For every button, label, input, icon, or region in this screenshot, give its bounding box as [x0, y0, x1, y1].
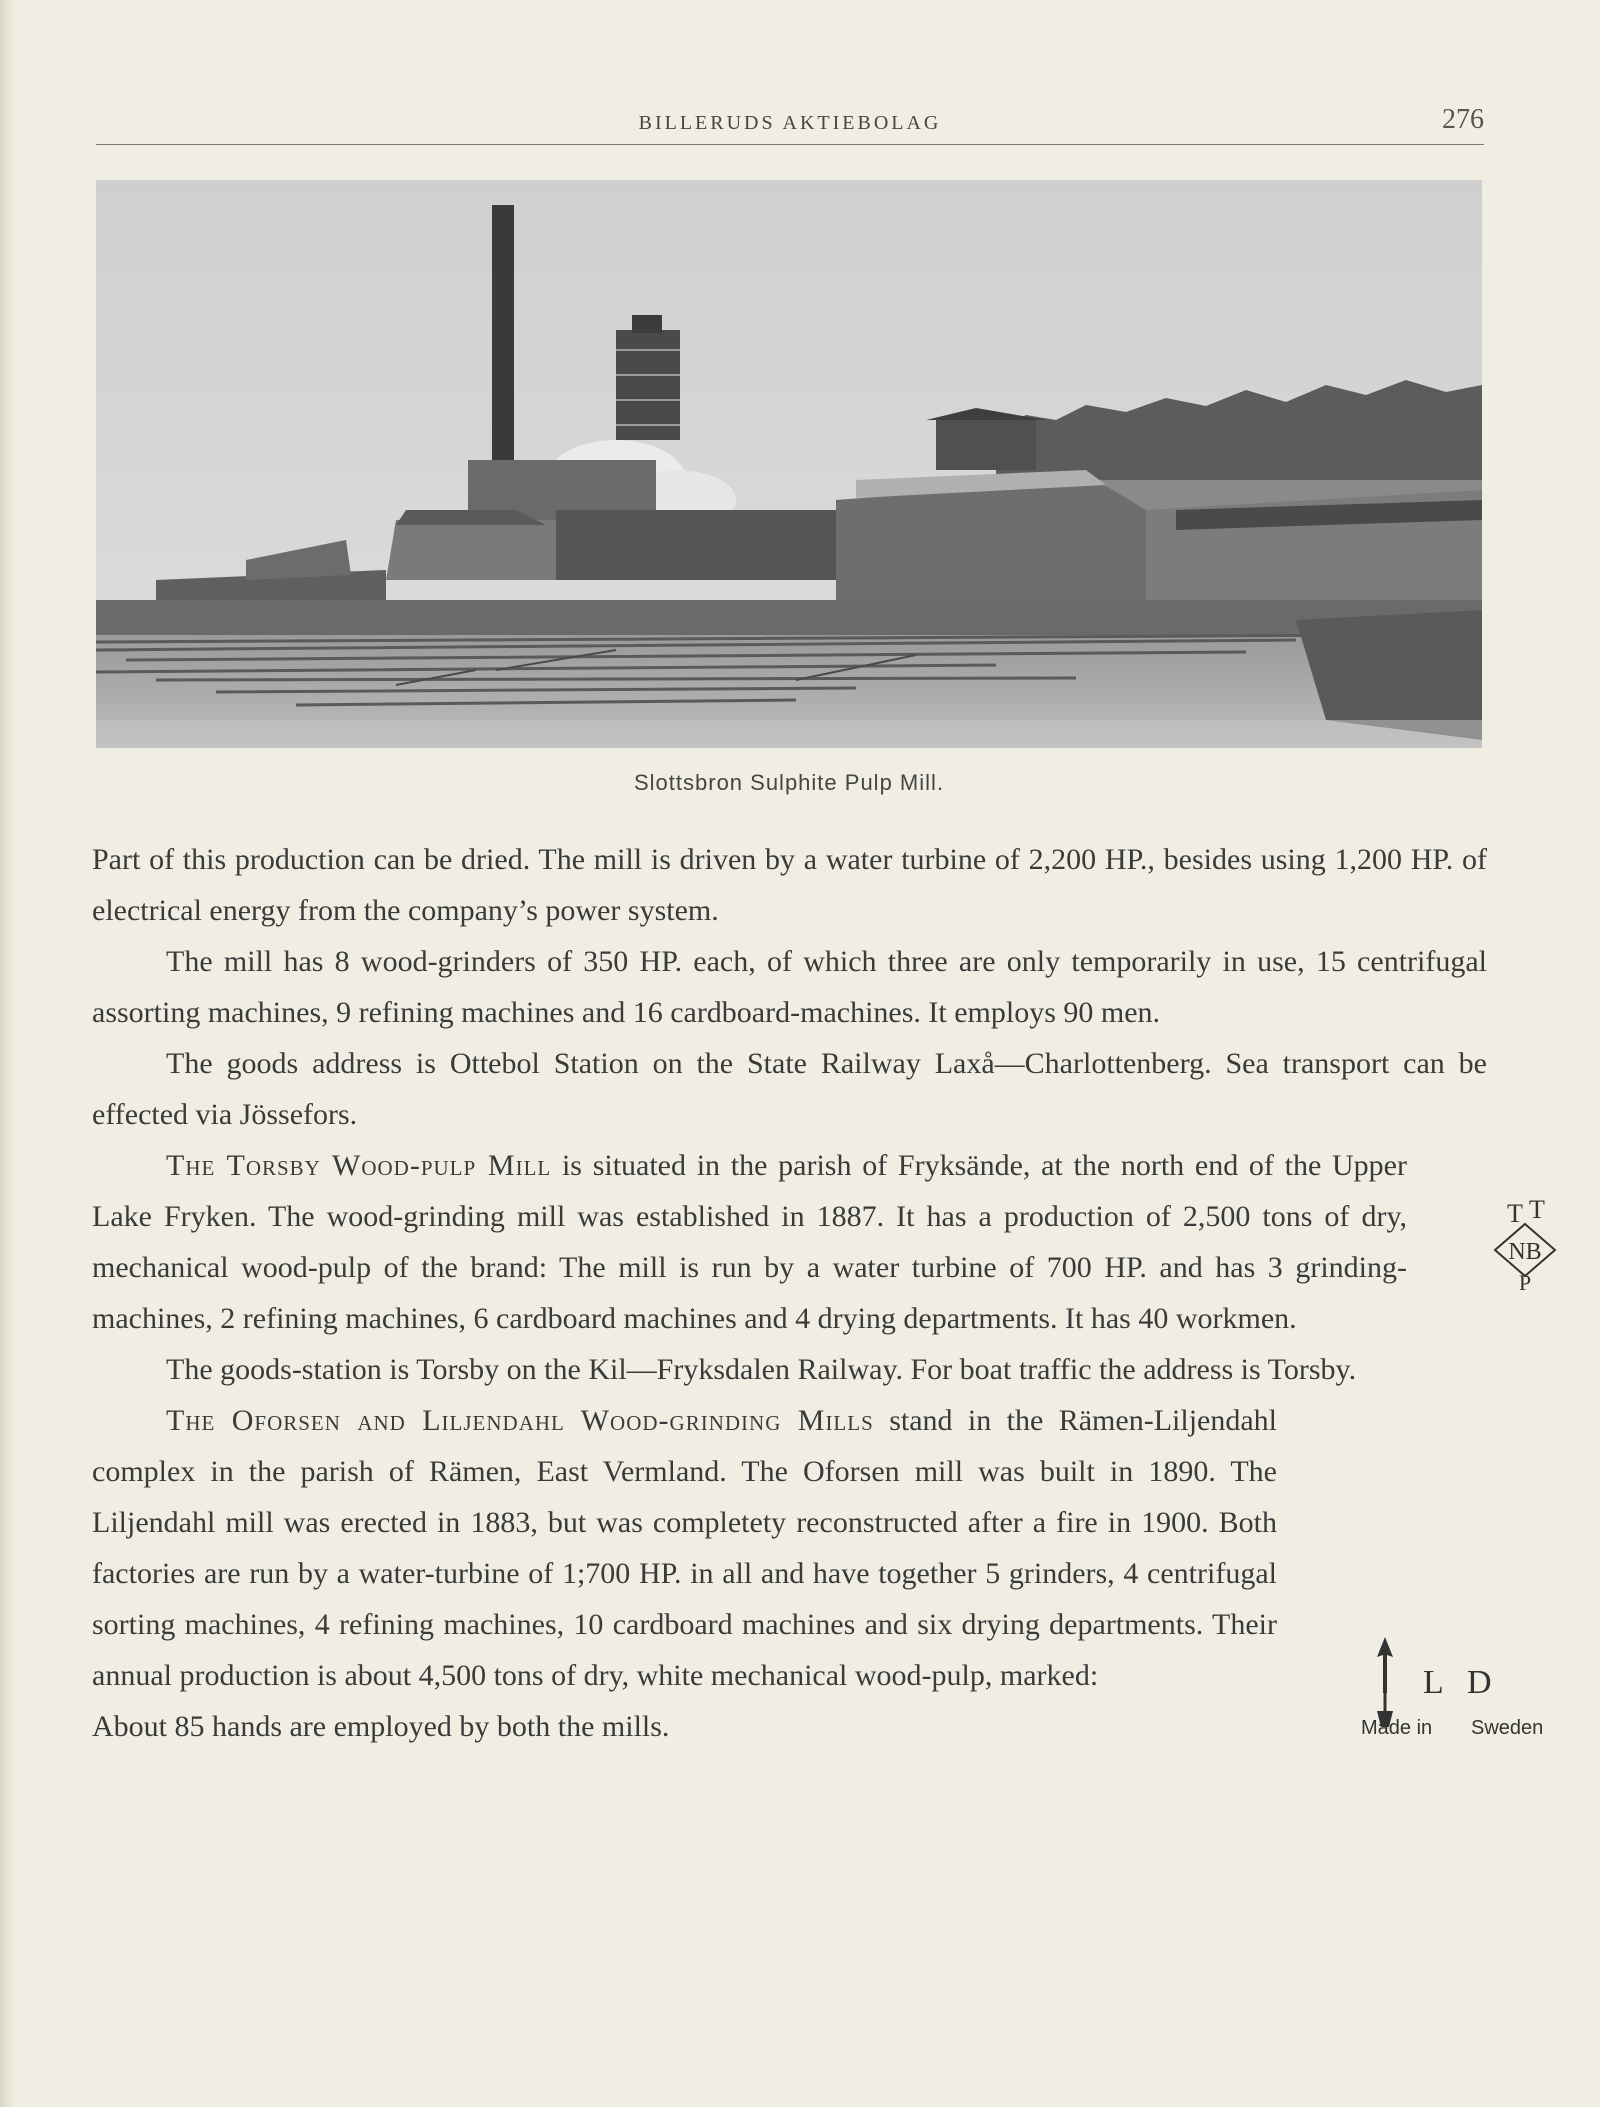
- figure-caption: Slottsbron Sulphite Pulp Mill.: [633, 770, 945, 795]
- torsby-mark-left-t: T: [1507, 1199, 1523, 1228]
- running-title: BILLERUDS AKTIEBOLAG: [638, 112, 942, 134]
- page-edge-shadow: [0, 0, 14, 2107]
- liljendahl-mark-made-in: Made in: [1361, 1717, 1433, 1739]
- liljendahl-mark-l: L: [1423, 1664, 1444, 1701]
- paragraph-torsby: [92, 1140, 1545, 1344]
- mill-photograph: [96, 180, 1482, 748]
- paragraph-7: About 85 hands are employed by both the mills.: [92, 1710, 670, 1743]
- torsby-mark-right-t: T: [1529, 1195, 1545, 1224]
- oforsen-heading: The Oforsen and Liljendahl Wood-grinding Mills: [166, 1404, 874, 1437]
- torsby-mark-center: NB: [1508, 1239, 1542, 1265]
- page-number: 276: [1442, 104, 1484, 135]
- torsby-text: is situated in the parish of Fryksände, at the north end of the Upper Lake Fryken. The wood-grinding mill was established in 1887. It has a production of 2,500 tons of dry, mechanical wood-pulp of the brand: The mill is run by a water turbine of 700 HP. and has 3 grinding-machines, 2 refining machines, 6 cardboard machines and 4 drying departments. It has 40 workmen.: [92, 1149, 1407, 1335]
- paragraph-5: The goods-station is Torsby on the Kil—Fryksdalen Railway. For boat traffic the address is Torsby.: [166, 1353, 1357, 1386]
- liljendahl-brand-mark: [1287, 1631, 1544, 1739]
- paragraph-1: Part of this production can be dried. The mill is driven by a water turbine of 2,200 HP., besides using 1,200 HP. of electrical energy from the company’s power system.: [92, 843, 1487, 927]
- article-body: [92, 834, 1545, 1752]
- torsby-brand-mark: [1415, 1192, 1545, 1292]
- liljendahl-mark-d: D: [1467, 1664, 1492, 1701]
- torsby-mark-bottom: P: [1518, 1270, 1532, 1292]
- oforsen-text: stand in the Rämen-Liljendahl complex in the parish of Rämen, East Vermland. The Oforsen mill was built in 1890. The Liljendahl mill was erected in 1883, but was completety reconstructed after a fire in 1900. Both factories are run by a water-turbine of 1;700 HP. in all and have together 5 grinders, 4 centrifugal sorting machines, 4 refining machines, 10 cardboard machines and six drying departments. Their annual production is about 4,500 tons of dry, white mechanical wood-pulp, marked:: [92, 1404, 1277, 1692]
- torsby-heading: The Torsby Wood-pulp Mill: [166, 1149, 552, 1182]
- liljendahl-mark-country: Sweden: [1471, 1717, 1544, 1739]
- running-header: [96, 104, 1484, 145]
- paragraph-2: The mill has 8 wood-grinders of 350 HP. each, of which three are only temporarily in use, 15 centrifugal assorting machines, 9 refining machines and 16 cardboard-machines. It employs 90 men.: [92, 945, 1487, 1029]
- paragraph-3: The goods address is Ottebol Station on the State Railway Laxå—Charlottenberg. Sea transport can be effected via Jössefors.: [92, 1047, 1487, 1131]
